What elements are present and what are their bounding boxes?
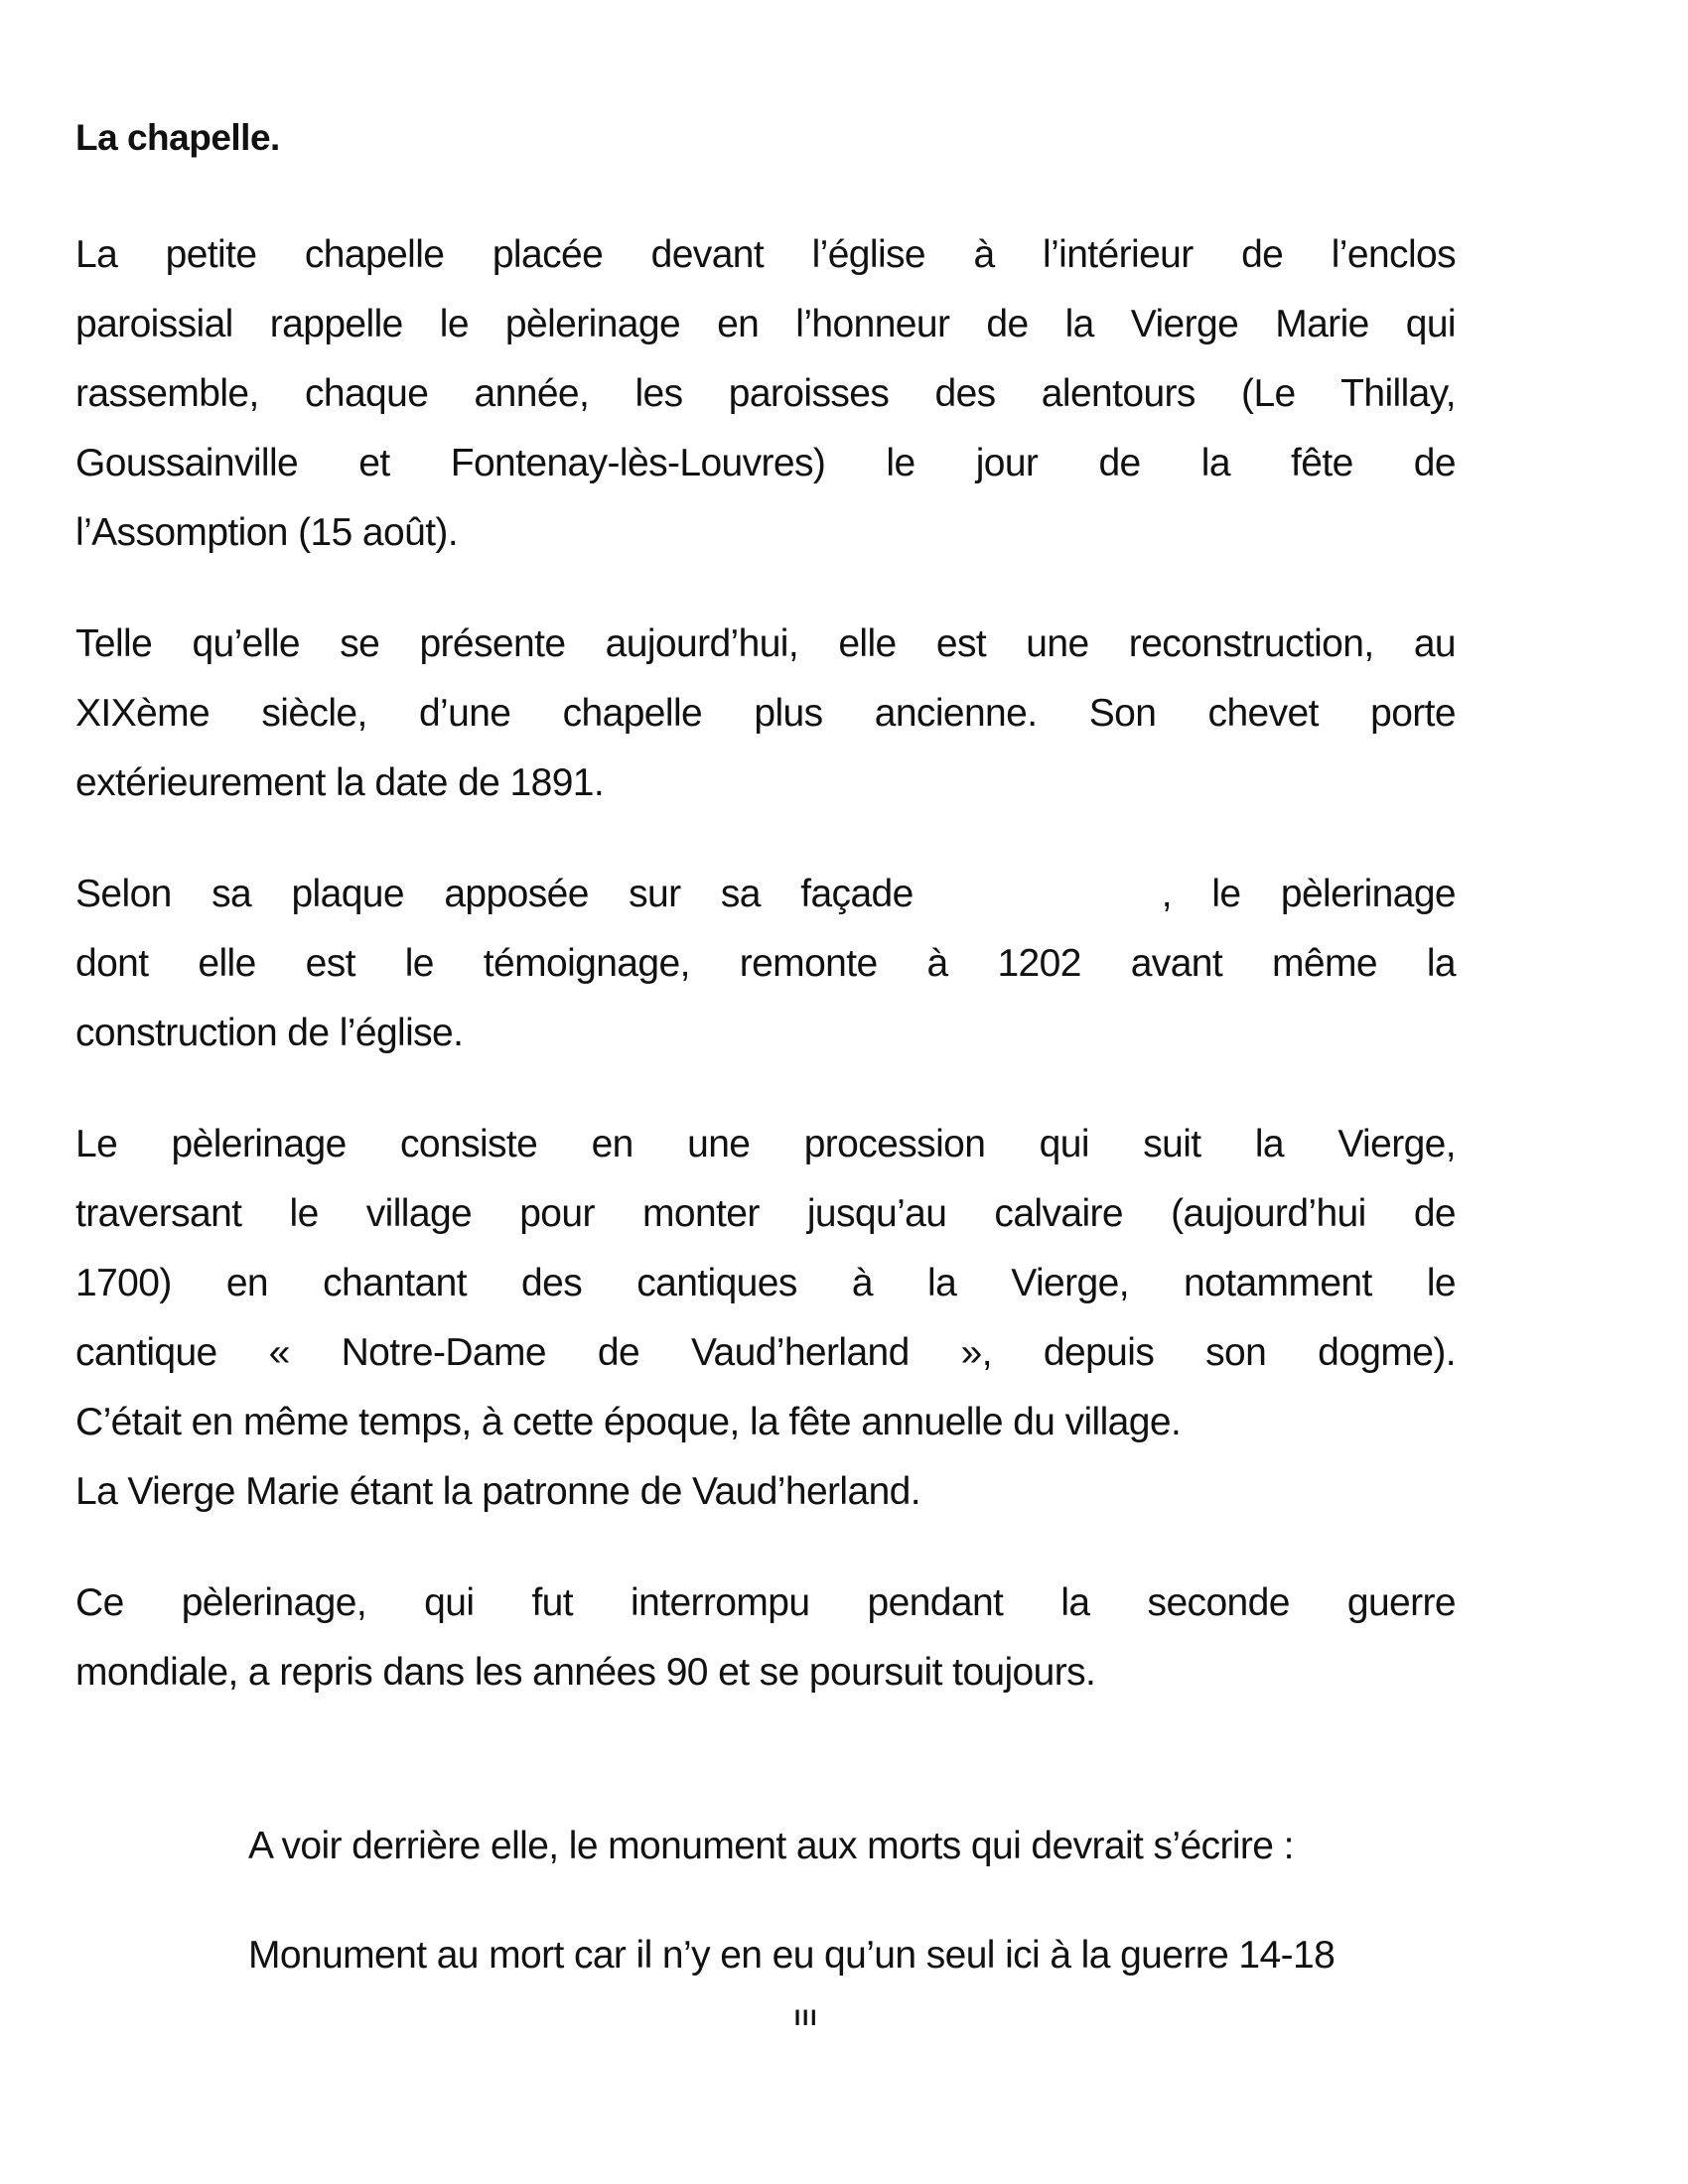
text-line-with-gap <box>75 860 1456 929</box>
text-line: construction de l’église. <box>75 1012 464 1054</box>
text-line: l’Assomption (15 août). <box>75 511 459 554</box>
end-mark: III <box>794 2005 819 2030</box>
paragraph-plaque <box>75 860 1456 1068</box>
text-line: cantique « Notre-Dame de Vaud’herland », depuis son dogme). <box>75 1331 1456 1374</box>
paragraph-procession <box>75 1110 1456 1527</box>
text-line: C’était en même temps, à cette époque, la fête annuelle du village. <box>75 1401 1182 1443</box>
text-after-gap: , le pèlerinage <box>1161 873 1456 915</box>
paragraph-interruption <box>75 1569 1456 1707</box>
text-before-gap: Selon sa plaque apposée sur sa façade <box>75 873 914 915</box>
text-line: Goussainville et Fontenay-lès-Louvres) le jour de la fête de <box>75 442 1456 484</box>
text-line: paroissial rappelle le pèlerinage en l’honneur de la Vierge Marie qui <box>75 303 1456 345</box>
text-line: Telle qu’elle se présente aujourd’hui, elle est une reconstruction, au <box>75 622 1456 665</box>
text-line: rassemble, chaque année, les paroisses des alentours (Le Thillay, <box>75 372 1456 415</box>
text-line: La Vierge Marie étant la patronne de Vaud’herland. <box>75 1470 921 1513</box>
section-title: La chapelle. <box>75 117 280 158</box>
text-line: Le pèlerinage consiste en une procession qui suit la Vierge, <box>75 1123 1456 1165</box>
text-line: traversant le village pour monter jusqu’au calvaire (aujourd’hui de <box>75 1192 1456 1235</box>
text-line: La petite chapelle placée devant l’église à l’intérieur de l’enclos <box>75 233 1456 276</box>
text-line: 1700) en chantant des cantiques à la Vierge, notamment le <box>75 1262 1456 1304</box>
text-line: mondiale, a repris dans les années 90 et se poursuit toujours. <box>75 1651 1096 1694</box>
text-line: Ce pèlerinage, qui fut interrompu pendant la seconde guerre <box>75 1581 1456 1624</box>
paragraph-reconstruction <box>75 610 1456 818</box>
text-line: extérieurement la date de 1891. <box>75 761 605 804</box>
text-line: XIXème siècle, d’une chapelle plus ancienne. Son chevet porte <box>75 692 1456 735</box>
text-line: dont elle est le témoignage, remonte à 1202 avant même la <box>75 942 1456 985</box>
note-monument-pun: Monument au mort car il n’y en eu qu’un seul ici à la guerre 14-18 <box>248 1934 1336 1977</box>
note-monument: A voir derrière elle, le monument aux morts qui devrait s’écrire : <box>248 1825 1294 1867</box>
paragraph-intro <box>75 220 1456 568</box>
